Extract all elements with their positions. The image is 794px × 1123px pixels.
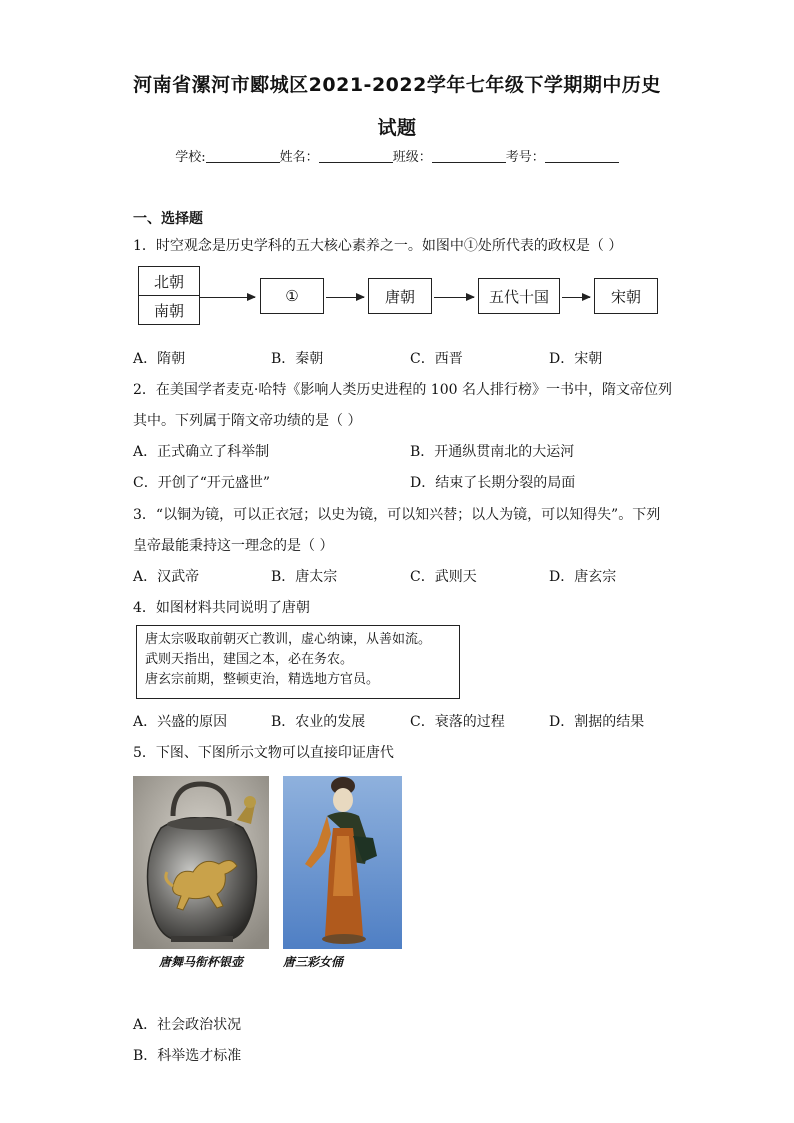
- school-blank[interactable]: [206, 150, 280, 163]
- q1-option-d[interactable]: D．宋朝: [549, 351, 603, 367]
- section-heading: 一、选择题: [133, 211, 203, 227]
- q1-flow-box-4: 宋朝: [594, 278, 658, 314]
- q2-option-d[interactable]: D．结束了长期分裂的局面: [410, 475, 576, 491]
- name-label: 姓名：: [279, 150, 319, 165]
- figurine-image: [283, 776, 402, 949]
- q3-option-c[interactable]: C．武则天: [410, 569, 477, 585]
- q1-arrow-1: [200, 297, 255, 298]
- q3-stem-1: 3．“以铜为镜，可以正衣冠；以史为镜，可以知兴替；以人为镜，可以知得失”。下列: [133, 507, 661, 523]
- name-blank[interactable]: [319, 150, 393, 163]
- class-blank[interactable]: [432, 150, 506, 163]
- q1-flow-box-3: 五代十国: [478, 278, 560, 314]
- q3-option-d[interactable]: D．唐玄宗: [549, 569, 617, 585]
- page-title: 河南省漯河市郾城区2021-2022学年七年级下学期期中历史: [133, 74, 661, 96]
- q4-option-d[interactable]: D．割据的结果: [549, 714, 645, 730]
- figurine-photo: [283, 776, 402, 949]
- q2-option-a[interactable]: A．正式确立了科举制: [133, 444, 270, 460]
- page-title-line2: 试题: [377, 117, 417, 139]
- exam-no-blank[interactable]: [545, 150, 619, 163]
- q4-material-line: 唐玄宗前期，整顿吏治，精选地方官员。: [145, 672, 380, 687]
- class-label: 班级：: [392, 150, 432, 165]
- q4-option-c[interactable]: C．衰落的过程: [410, 714, 505, 730]
- q1-flow-north: 北朝: [153, 272, 184, 291]
- q2-option-c[interactable]: C．开创了“开元盛世”: [133, 475, 271, 491]
- q5-option-a[interactable]: A．社会政治状况: [133, 1017, 242, 1033]
- q5-stem: 5．下图、下图所示文物可以直接印证唐代: [133, 745, 394, 761]
- q1-arrow-4: [562, 297, 590, 298]
- q1-option-b[interactable]: B．秦朝: [271, 351, 324, 367]
- q2-stem-1: 2．在美国学者麦克·哈特《影响人类历史进程的 100 名人排行榜》一书中，隋文帝位列: [133, 382, 672, 398]
- q3-stem-2: 皇帝最能秉持这一理念的是（ ）: [133, 538, 334, 554]
- silver-pot-caption: 唐舞马衔杯银壶: [158, 955, 243, 969]
- q1-flow-box-2: 唐朝: [368, 278, 432, 314]
- q1-stem: 1．时空观念是历史学科的五大核心素养之一。如图中①处所代表的政权是（ ）: [133, 238, 623, 254]
- exam-no-label: 考号：: [505, 150, 545, 165]
- q4-material-line: 唐太宗吸取前朝灭亡教训，虚心纳谏，从善如流。: [145, 632, 432, 647]
- q4-option-b[interactable]: B．农业的发展: [271, 714, 366, 730]
- q2-stem-2: 其中。下列属于隋文帝功绩的是（ ）: [133, 413, 362, 429]
- q1-flow-south: 南朝: [139, 295, 199, 324]
- silver-pot-photo: [133, 776, 269, 949]
- school-label: 学校:: [175, 150, 206, 165]
- silver-pot-image: [133, 776, 269, 949]
- q2-option-b[interactable]: B．开通纵贯南北的大运河: [410, 444, 575, 460]
- q3-option-b[interactable]: B．唐太宗: [271, 569, 338, 585]
- q1-arrow-3: [434, 297, 474, 298]
- q4-option-a[interactable]: A．兴盛的原因: [133, 714, 228, 730]
- q1-option-c[interactable]: C．西晋: [410, 351, 463, 367]
- q1-arrow-2: [326, 297, 364, 298]
- q4-material-line: 武则天指出，建国之本，必在务农。: [145, 652, 354, 667]
- q4-material-box: [136, 625, 460, 699]
- q1-option-a[interactable]: A．隋朝: [133, 351, 186, 367]
- q1-flow-box-1: ①: [260, 278, 324, 314]
- figurine-caption: 唐三彩女俑: [283, 955, 344, 969]
- q1-flow-split: [138, 266, 200, 325]
- student-info: [0, 146, 794, 165]
- q4-stem: 4．如图材料共同说明了唐朝: [133, 600, 310, 616]
- q3-option-a[interactable]: A．汉武帝: [133, 569, 200, 585]
- q5-option-b[interactable]: B．科举选才标准: [133, 1048, 242, 1064]
